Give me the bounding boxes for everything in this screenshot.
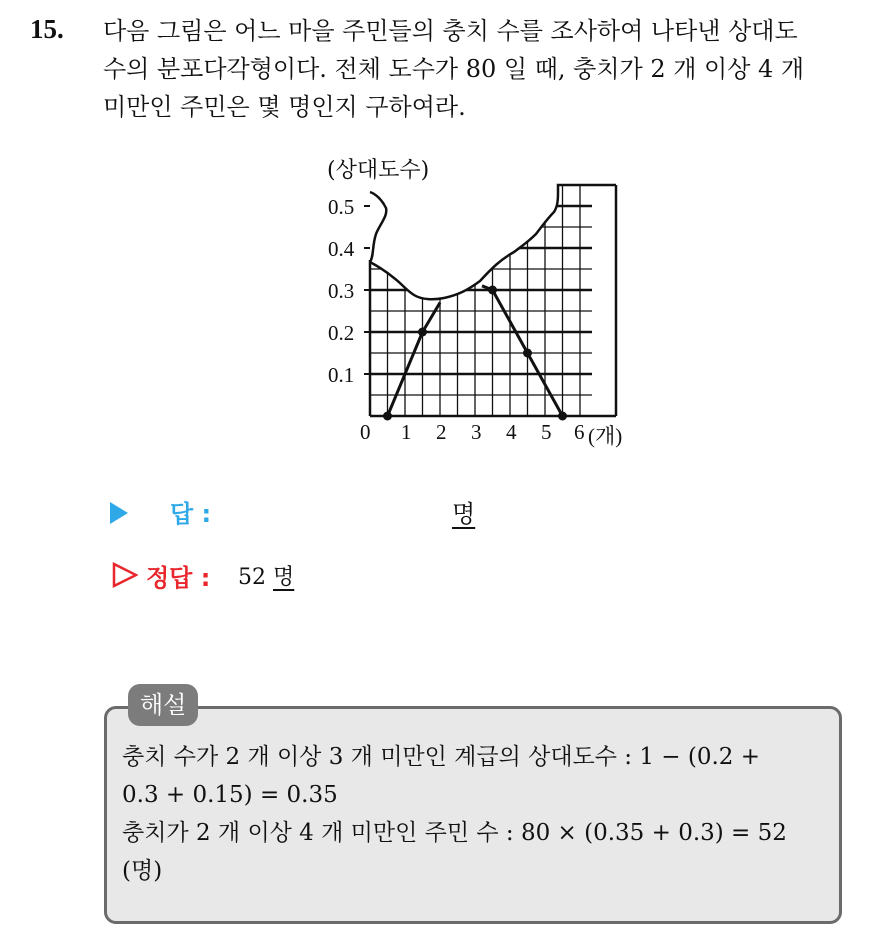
- explanation-line-1: 충치 수가 2 개 이상 3 개 미만인 계급의 상대도수 : 1 − (0.2 +: [122, 744, 761, 770]
- series-segment-partial: [423, 303, 441, 332]
- answer-label: 답 :: [170, 500, 212, 528]
- x-tick-label: 6: [574, 420, 585, 444]
- question-line-3: 미만인 주민은 몇 명인지 구하여라.: [103, 93, 466, 121]
- relative-frequency-polygon-chart: [318, 148, 648, 458]
- explanation-text: [122, 738, 838, 890]
- explanation-tab: 해설: [128, 684, 198, 726]
- question-line-2: 수의 분포다각형이다. 전체 도수가 80 일 때, 충치가 2 개 이상 4 개: [103, 55, 805, 83]
- data-point: [488, 286, 497, 295]
- x-tick-label: 2: [436, 420, 447, 444]
- solution-number: 52: [238, 565, 266, 590]
- answer-unit: 명: [452, 500, 476, 528]
- chart-plot: [318, 148, 648, 458]
- question-line-1: 다음 그림은 어느 마을 주민들의 충치 수를 조사하여 나타낸 상대도: [103, 17, 798, 45]
- question-text: [103, 12, 863, 126]
- x-tick-label: 5: [541, 420, 552, 444]
- x-axis-label: (개): [588, 424, 623, 448]
- explanation-line-4: (명): [122, 858, 163, 884]
- x-tick-label: 3: [471, 420, 482, 444]
- data-point: [558, 412, 567, 421]
- solution-value: [238, 560, 294, 591]
- x-tick-label: 1: [401, 420, 412, 444]
- explanation-line-3: 충치가 2 개 이상 4 개 미만인 주민 수 : 80 × (0.35 + 0.3) = 52: [122, 820, 787, 846]
- solution-unit: 명: [273, 565, 295, 590]
- data-point: [418, 328, 427, 337]
- y-tick-label: 0.4: [328, 237, 355, 261]
- data-point: [383, 412, 392, 421]
- play-icon: [110, 502, 128, 524]
- y-axis-label: (상대도수): [327, 158, 430, 183]
- question-number: 15.: [30, 14, 64, 44]
- explanation-line-2: 0.3 + 0.15) = 0.35: [122, 782, 338, 808]
- y-tick-label: 0.2: [328, 321, 355, 345]
- y-tick-label: 0.3: [328, 279, 355, 303]
- y-tick-label: 0.5: [328, 195, 355, 219]
- play-outline-icon: [112, 562, 138, 588]
- x-tick-label: 0: [360, 420, 371, 444]
- data-point: [523, 349, 532, 358]
- solution-label: 정답 :: [146, 564, 211, 592]
- torn-left-edge: [370, 192, 386, 262]
- x-tick-label: 4: [506, 420, 517, 444]
- y-tick-label: 0.1: [328, 363, 355, 387]
